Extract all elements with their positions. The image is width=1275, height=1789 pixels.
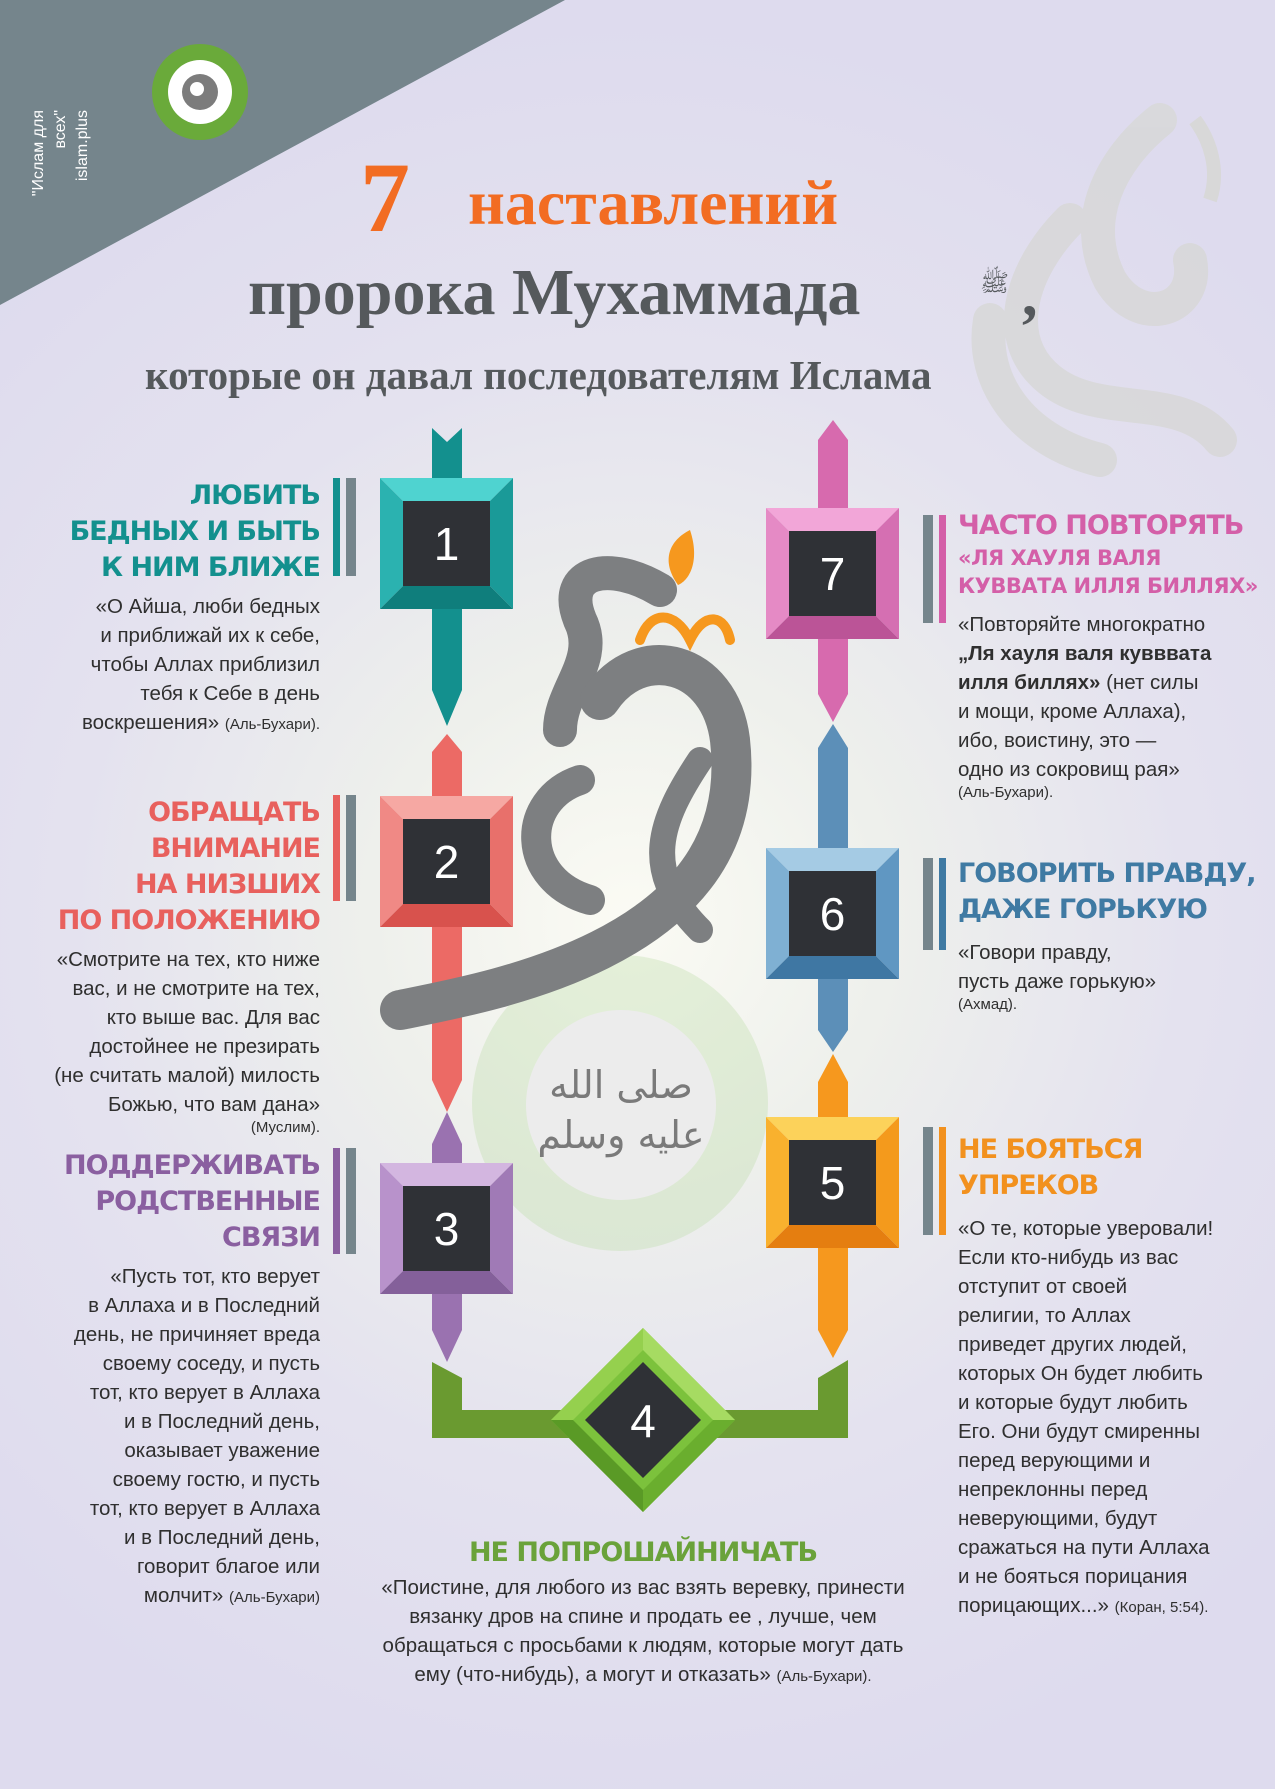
blessing-calligraphy [526,1060,716,1160]
quote-bold-phrase: илля биллях» [958,671,1101,694]
heading-line: НА НИЗШИХ [134,869,320,900]
heading-line: ЧАСТО ПОВТОРЯТЬ [958,510,1244,541]
quote-source: (Ахмад). [958,996,1018,1013]
quote-line: и приближай их к себе, [100,624,320,647]
heading-line: ДАЖЕ ГОРЬКУЮ [958,894,1207,925]
quote-line-with-source [30,708,320,739]
box-7-number: 7 [819,548,846,600]
quote-source: (Аль-Бухари). [958,784,1054,801]
quote-line: вас, и не смотрите на тех, [72,977,320,1000]
heading-line: СВЯЗИ [222,1222,320,1253]
box-5-number: 5 [819,1157,846,1209]
quote-line: непреклонны перед [958,1478,1148,1501]
quote-line: пусть даже горькую» [958,970,1157,993]
quote-line: в Аллаха и в Последний [88,1294,320,1317]
left-side-bars [333,478,356,1254]
quote-line: (не считать малой) милость [54,1064,320,1087]
title-comma: , [1022,261,1038,329]
instruction-4 [360,1535,926,1691]
quote-line-with-source [958,1591,1258,1622]
quote-line: тебя к Себе в день [140,682,320,705]
instruction-5-heading [958,1132,1258,1204]
quote-line: «Пусть тот, кто верует [110,1265,320,1288]
quote-line: и мощи, кроме Аллаха), [958,700,1187,723]
quote-line: Божью, что вам дана» [107,1093,320,1116]
heading-line: ПОДДЕРЖИВАТЬ [64,1150,320,1181]
quote-line: обращаться с просьбами к людям, которые могут дать [382,1634,904,1657]
instruction-3-quote [30,1262,320,1612]
quote-line: «Повторяйте многократно [958,613,1206,636]
quote-line: говорит благое или [137,1555,320,1578]
number-box-2 [380,796,513,927]
quote-source: (Аль-Бухари). [224,716,320,733]
quote-line [958,639,1258,668]
quote-line: и которые будут любить [958,1391,1188,1414]
instruction-3 [30,1148,320,1612]
heading-line: РОДСТВЕННЫЕ [95,1186,320,1217]
number-box-5 [766,1117,899,1248]
heading-line: НЕ ПОПРОШАЙНИЧАТЬ [468,1537,818,1568]
quote-line: и не бояться порицания [958,1565,1188,1588]
quote-line: оказывает уважение [124,1439,320,1462]
brand-url: islam.plus [74,110,91,182]
heading-line: К НИМ БЛИЖЕ [100,552,320,583]
box-1-number: 1 [433,518,460,570]
blessing-line-1: صلى الله [549,1063,693,1107]
instruction-1-heading [30,478,320,586]
quote-line [958,668,1258,697]
quote-line: воскрешения» [81,711,220,734]
title-line-2: пророка Мухаммада [248,256,861,329]
number-box-3 [380,1163,513,1294]
quote-line-with-source [360,1660,926,1691]
quote-line: тот, кто верует в Аллаха [89,1497,320,1520]
quote-line: чтобы Аллах приблизил [90,653,320,676]
quote-line: Если кто-нибудь из вас [958,1246,1179,1269]
quote-line: сражаться на пути Аллаха [958,1536,1210,1559]
quote-line: молчит» [143,1584,224,1607]
box-2-number: 2 [433,836,460,888]
honorific-symbol: ﷺ [980,270,1009,297]
quote-source: (Аль-Бухари). [776,1668,872,1685]
number-box-1 [380,478,513,609]
instruction-3-heading [30,1148,320,1256]
quote-source: (Муслим). [250,1119,320,1136]
instruction-6-heading [958,856,1258,928]
heading-line: ГОВОРИТЬ ПРАВДУ, [958,858,1256,889]
quote-text: (нет силы [1100,671,1199,694]
quote-line: день, не причиняет вреда [73,1323,320,1346]
quote-bold-phrase: „Ля хауля валя кувввата [958,642,1212,665]
quote-line: и в Последний день, [124,1526,320,1549]
heading-line: НЕ БОЯТЬСЯ [958,1134,1143,1165]
quote-line-with-source [30,1581,320,1612]
quote-line: своему гостю, и пусть [112,1468,320,1491]
heading-line: БЕДНЫХ И БЫТЬ [69,516,320,547]
quote-line: ему (что-нибудь), а могут и отказать» [414,1663,771,1686]
quote-line: «Поистине, для любого из вас взять веревку, принести [381,1576,905,1599]
box-6-number: 6 [819,888,846,940]
quote-source: (Коран, 5:54). [1114,1599,1209,1616]
instruction-4-quote [360,1573,926,1691]
quote-line: приведет других людей, [958,1333,1187,1356]
instruction-2-quote [30,945,320,1137]
instruction-6-quote [958,938,1258,1014]
quote-line: отступит от своей [958,1275,1128,1298]
quote-line: «О Айша, люби бедных [95,595,320,618]
instruction-1-quote [30,592,320,739]
heading-line: УПРЕКОВ [958,1170,1099,1201]
quote-line: вязанку дров на спине и продать ее , лучше, чем [409,1605,877,1628]
instruction-1 [30,478,320,739]
quote-line: тот, кто верует в Аллаха [89,1381,320,1404]
quote-line: порицающих...» [958,1594,1109,1617]
instruction-7-quote [958,610,1258,802]
quote-line: и в Последний день, [124,1410,320,1433]
number-box-6 [766,848,899,979]
instruction-7-heading [958,508,1258,544]
quote-line: одно из сокровищ рая» [958,758,1180,781]
title-line-1: наставлений [468,167,839,238]
number-box-4 [551,1328,735,1512]
quote-line: Его. Они будут смиренны [958,1420,1201,1443]
subheading-line: «ЛЯ ХАУЛЯ ВАЛЯ [958,546,1161,570]
instruction-6 [958,856,1258,1014]
box-4-number: 4 [630,1395,656,1447]
instruction-4-heading [360,1535,926,1571]
quote-line: ибо, воистину, это — [958,729,1157,752]
blessing-line-2: عليه وسلم [537,1113,705,1157]
instruction-2 [30,795,320,1137]
heading-line: ПО ПОЛОЖЕНИЮ [57,905,320,936]
quote-line: кто выше вас. Для вас [106,1006,320,1029]
subheading-line: КУВВАТА ИЛЛЯ БИЛЛЯХ» [958,574,1258,598]
quote-line: неверующими, будут [958,1507,1158,1530]
quote-line: своему соседу, и пусть [102,1352,320,1375]
heading-line: ЛЮБИТЬ [189,480,320,511]
title-subtitle: которые он давал последователям Ислама [145,352,932,398]
quote-line: «Смотрите на тех, кто ниже [56,948,320,971]
quote-source: (Аль-Бухари) [229,1589,320,1606]
quote-line: которых Он будет любить [958,1362,1203,1385]
instruction-2-heading [30,795,320,939]
number-box-7 [766,508,899,639]
instruction-5 [958,1132,1258,1622]
quote-line: религии, то Аллах [958,1304,1131,1327]
title-number: 7 [360,142,410,253]
instruction-7 [958,508,1258,802]
right-side-bars [923,515,946,1235]
quote-line: «О те, которые уверовали! [958,1217,1214,1240]
heading-line: ОБРАЩАТЬ ВНИМАНИЕ [148,797,320,864]
quote-line: достойнее не презирать [89,1035,320,1058]
quote-line: «Говори правду, [958,941,1112,964]
box-3-number: 3 [433,1203,460,1255]
instruction-7-subheading [958,544,1258,600]
instruction-5-quote [958,1214,1258,1622]
brand-name: "Ислам для всех" [30,110,69,197]
quote-line: перед верующими и [958,1449,1151,1472]
